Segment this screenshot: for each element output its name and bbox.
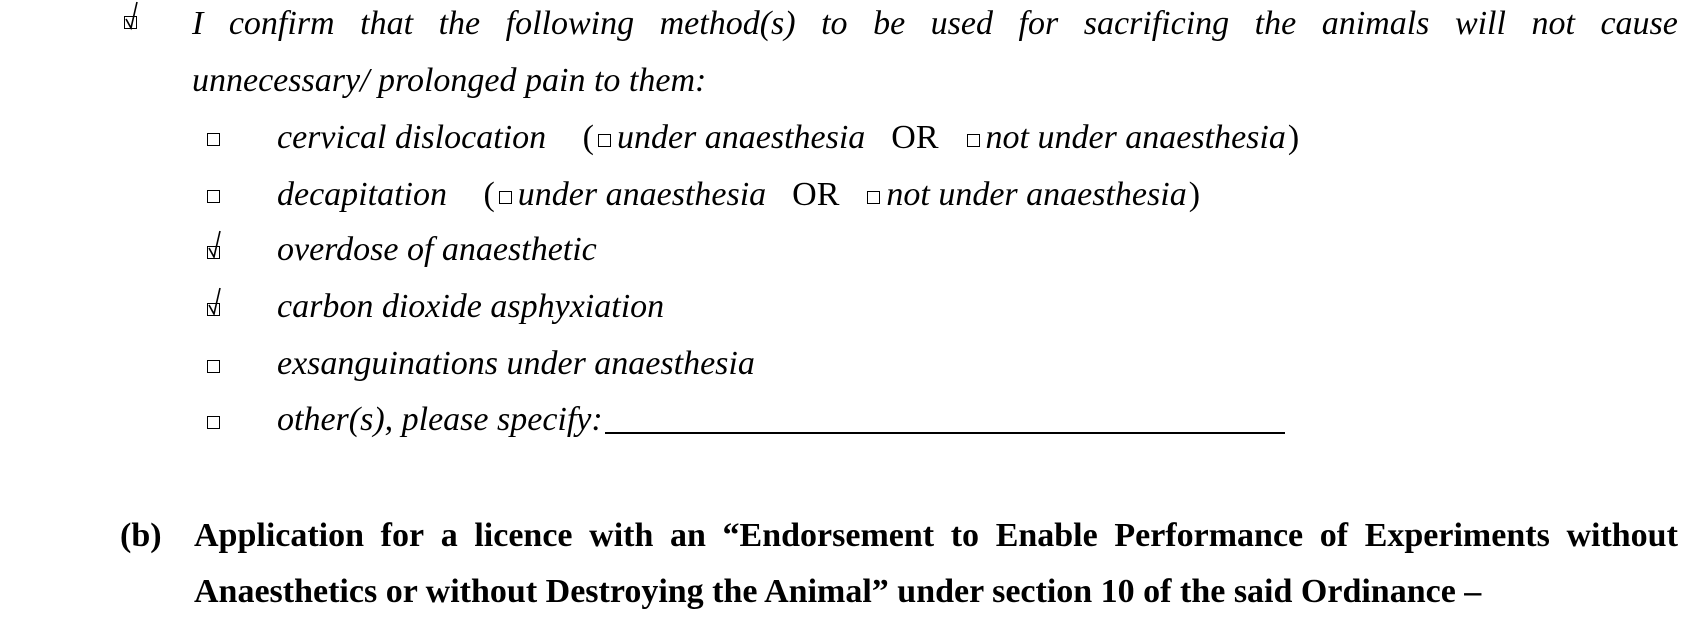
word: following: [505, 5, 635, 42]
word: to: [821, 5, 848, 42]
method-checkbox-others[interactable]: [207, 416, 220, 429]
word: be: [873, 5, 906, 42]
word: licence: [474, 517, 573, 554]
word: not: [1531, 5, 1575, 42]
word: method(s): [659, 5, 796, 42]
section-b-title-line1: [194, 516, 1678, 556]
not-under-anaesthesia-checkbox[interactable]: [967, 134, 980, 147]
or-separator: OR: [792, 176, 840, 213]
or-separator: OR: [891, 119, 939, 156]
word: Enable: [995, 517, 1098, 554]
method-label-exsanguinations: exsanguinations under anaesthesia: [277, 345, 755, 382]
method-row-decapitation: [277, 175, 1200, 215]
word: the: [1254, 5, 1297, 42]
method-label: cervical dislocation: [277, 119, 547, 156]
option-not-under-anaesthesia: not under anaesthesia: [886, 176, 1187, 213]
word: Application: [194, 517, 365, 554]
method-label: decapitation: [277, 176, 447, 213]
method-checkbox-decapitation[interactable]: [207, 190, 220, 203]
please-specify-field[interactable]: [605, 402, 1285, 434]
method-label-others: other(s), please specify:: [277, 401, 603, 438]
word: a: [440, 517, 458, 554]
word: for: [380, 517, 425, 554]
word: to: [950, 517, 980, 554]
word: confirm: [228, 5, 335, 42]
paren-open: (: [582, 119, 594, 156]
word: of: [1319, 517, 1349, 554]
word: I: [192, 5, 204, 42]
word: that: [360, 5, 414, 42]
word: “Endorsement: [722, 517, 935, 554]
method-checkbox-exsanguinations[interactable]: [207, 360, 220, 373]
confirm-statement-line2: unnecessary/ prolonged pain to them:: [192, 62, 707, 99]
paren-close: ): [1287, 119, 1300, 156]
word: for: [1018, 5, 1059, 42]
method-row-others: [277, 400, 1285, 440]
option-under-anaesthesia: under anaesthesia: [616, 119, 866, 156]
confirm-statement-line1: [192, 4, 1678, 44]
word: without: [1566, 517, 1678, 554]
word: cause: [1600, 5, 1678, 42]
under-anaesthesia-checkbox[interactable]: [598, 134, 611, 147]
method-row-cervical-dislocation: [277, 118, 1299, 158]
method-label-overdose-of-anaesthetic: overdose of anaesthetic: [277, 231, 597, 268]
word: used: [930, 5, 993, 42]
paren-close: ): [1188, 176, 1201, 213]
under-anaesthesia-checkbox[interactable]: [499, 191, 512, 204]
word: with: [589, 517, 654, 554]
word: Performance: [1114, 517, 1304, 554]
word: the: [438, 5, 481, 42]
paren-open: (: [483, 176, 495, 213]
word: sacrificing: [1083, 5, 1230, 42]
checkmark-icon: [125, 2, 143, 30]
option-not-under-anaesthesia: not under anaesthesia: [985, 119, 1286, 156]
word: an: [670, 517, 706, 554]
not-under-anaesthesia-checkbox[interactable]: [867, 191, 880, 204]
method-label-carbon-dioxide-asphyxiation: carbon dioxide asphyxiation: [277, 288, 665, 325]
word: will: [1454, 5, 1506, 42]
section-b-title-line2: Anaesthetics or without Destroying the Animal” under section 10 of the said Ordinance –: [194, 573, 1482, 610]
method-checkbox-cervical-dislocation[interactable]: [207, 133, 220, 146]
option-under-anaesthesia: under anaesthesia: [517, 176, 767, 213]
section-b-marker: (b): [120, 517, 162, 554]
checkmark-icon: [208, 231, 226, 259]
checkmark-icon: [208, 288, 226, 316]
word: Experiments: [1364, 517, 1550, 554]
word: animals: [1321, 5, 1430, 42]
